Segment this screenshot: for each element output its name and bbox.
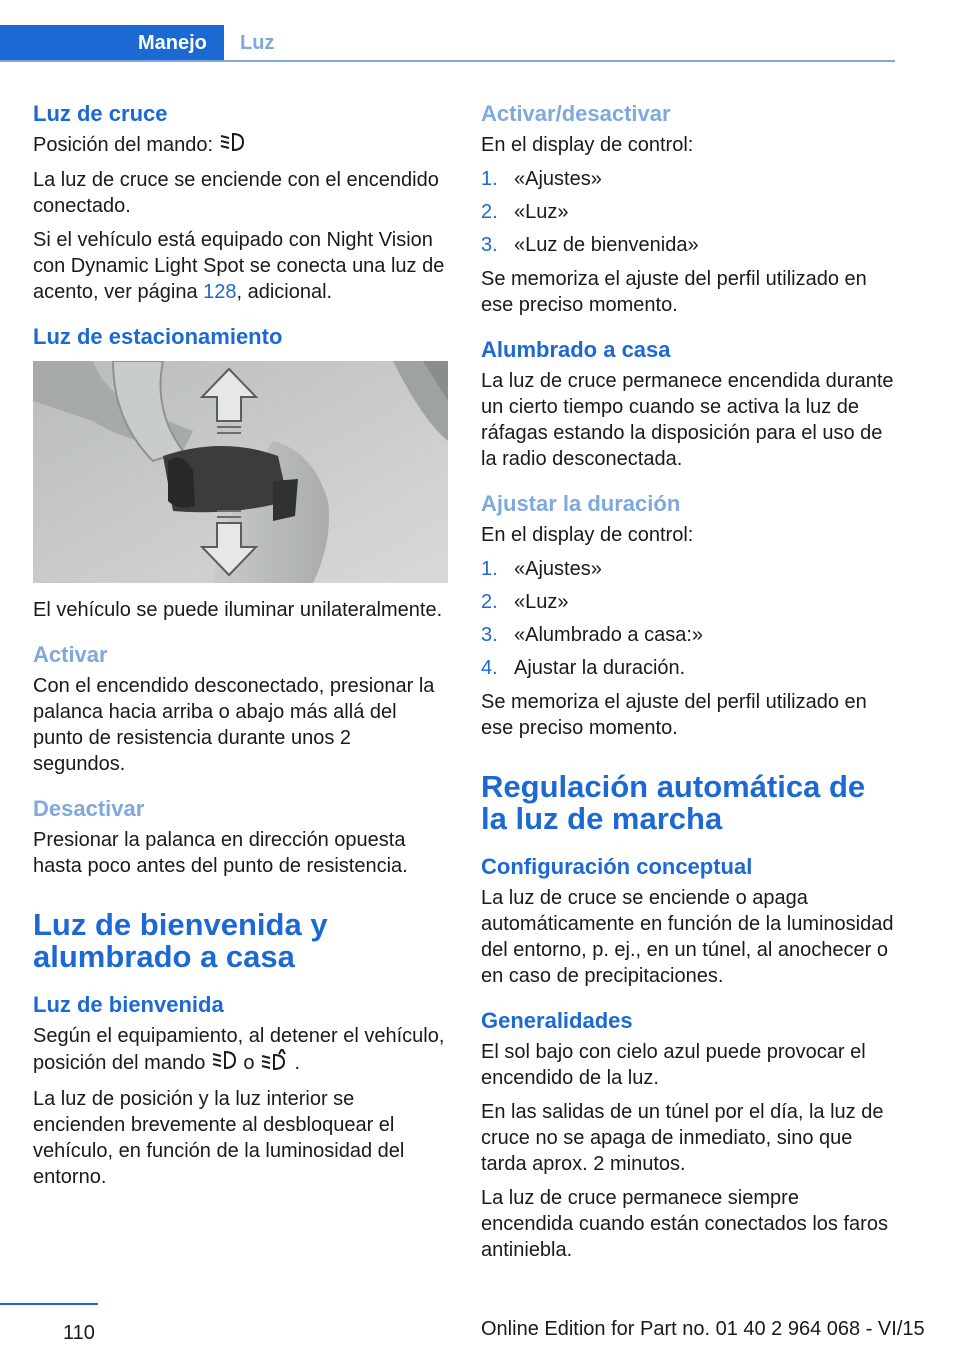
list-item: 2. «Luz» [481,201,569,223]
list-item: 1. «Ajustes» [481,558,602,580]
list-item: 3. «Luz de bienvenida» [481,234,699,256]
heading-luz-cruce: Luz de cruce [33,101,168,126]
heading-activar-desactivar: Activar/desactivar [481,101,671,126]
activar-desactivar-steps [481,166,896,258]
low-beam-icon [219,132,245,159]
list-item: 2. «Luz» [481,591,569,613]
generalidades-text-1: El sol bajo con cielo azul puede provocar el encendido de la luz. [481,1041,866,1089]
estacionamiento-caption: El vehículo se puede iluminar unilateralmente. [33,599,443,622]
heading-estacionamiento: Luz de estacionamiento [33,324,283,350]
desactivar-text: Presionar la palanca en dirección opuesta hasta poco antes del punto de resistencia. [33,829,408,878]
heading-bienvenida-alumbrado: Luz de bienvenida y alumbrado a casa [33,907,328,975]
footer-rule [0,1303,98,1305]
control-position: Posición del mando: [33,132,448,159]
generalidades-text-2: En las salidas de un túnel por el día, la luz de cruce no se apaga de inmediato, sino que tarda aprox. 2 minutos. [481,1101,884,1175]
bienvenida-text-1: Según el equipamiento, al detener el vehículo, posición del mando o . [33,1023,448,1078]
page-header [0,0,960,62]
heading-generalidades: Generalidades [481,1008,633,1033]
auto-light-icon [260,1049,288,1078]
list-item: 1. «Ajustes» [481,168,602,190]
alumbrado-text: La luz de cruce permanece encendida durante un cierto tiempo cuando se activa la luz de ráfagas estando la disposición para el uso de la radio desconectada. [481,370,894,470]
list-item: 3. «Alumbrado a casa:» [481,624,704,646]
configuracion-text: La luz de cruce se enciende o apaga automáticamente en función de la luminosidad del entorno, p. ej., en un túnel, al anochecer o en caso de precipitaciones. [481,887,894,987]
bienvenida-text-2: La luz de posición y la luz interior se encienden brevemente al desbloquear el vehículo, en función de la luminosidad del entorno. [33,1088,405,1189]
generalidades-text-3: La luz de cruce permanece siempre encendida cuando están conectados los faros antiniebla. [481,1187,888,1261]
right-column [481,100,896,1271]
duracion-steps [481,556,896,681]
section-tab-luz[interactable]: Luz [240,32,275,54]
heading-desactivar: Desactivar [33,796,145,822]
low-beam-icon [211,1050,237,1077]
duracion-note: Se memoriza el ajuste del perfil utilizado en ese preciso momento. [481,691,867,739]
list-item: 4. Ajustar la duración. [481,657,686,679]
page-link[interactable]: 128 [203,281,237,304]
lever-illustration [33,361,448,583]
heading-activar: Activar [33,642,108,668]
duracion-intro: En el display de control: [481,524,694,546]
heading-luz-bienvenida: Luz de bienvenida [33,992,224,1018]
luz-cruce-text-1: La luz de cruce se enciende con el encendido conectado. [33,169,439,218]
heading-alumbrado-casa: Alumbrado a casa [481,337,671,362]
edition-footer: Online Edition for Part no. 01 40 2 964 068 - VI/15 [481,1318,925,1340]
section-tab-manejo[interactable]: Manejo [0,25,224,62]
page-number: 110 [63,1322,95,1344]
heading-regulacion: Regulación automática de la luz de marcha [481,769,866,836]
heading-configuracion: Configuración conceptual [481,854,753,879]
activar-desactivar-intro: En el display de control: [481,134,694,156]
header-rule [0,60,895,62]
left-column [33,100,448,1198]
activar-desactivar-note: Se memoriza el ajuste del perfil utilizado en ese preciso momento. [481,268,867,316]
activar-text: Con el encendido desconectado, presionar la palanca hacia arriba o abajo más allá del punto de resistencia durante unos 2 segundos. [33,675,435,776]
heading-ajustar-duracion: Ajustar la duración [481,491,681,516]
luz-cruce-text-2: Si el vehículo está equipado con Night Vision con Dynamic Light Spot se conecta una luz de acento, ver página 128, adicional. [33,229,445,304]
